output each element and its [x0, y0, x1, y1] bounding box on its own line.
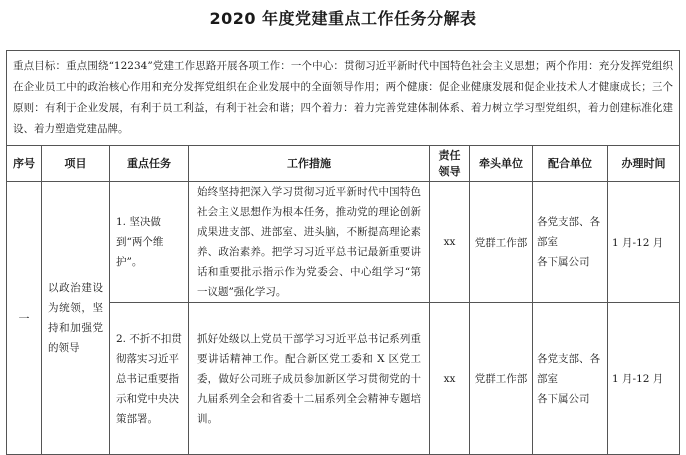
responsible-cell: xx	[430, 182, 470, 303]
responsible-cell: xx	[430, 303, 470, 455]
goal-text: 重点目标：重点围绕“12234”党建工作思路开展各项工作：一个中心：贯彻习近平新时代中国特色社会主义思想；两个作用：充分发挥党组织在企业员工中的政治核心作用和充分发挥党组织在企业发展中的全面领导作用；两个健康：促企业健康发展和促企业技术人才健康成长；三个原则：有利于企业发展，有利于员工利益，有利于社会和谐；四个着力：着力完善党建体制体系、着力树立学习型党组织，着力创建标准化建设、着力塑造党建品牌。	[7, 51, 680, 146]
lead-unit-cell: 党群工作部	[470, 182, 533, 303]
coop-unit-line: 各下属公司	[537, 256, 590, 268]
coop-unit-cell	[533, 182, 608, 303]
coop-unit-line: 各下属公司	[537, 392, 590, 405]
header-coop-unit: 配合单位	[533, 146, 608, 182]
header-item: 项目	[42, 146, 110, 182]
lead-unit-cell: 党群工作部	[470, 303, 533, 455]
table-row	[7, 182, 680, 303]
section-number: 一	[7, 182, 42, 455]
header-task: 重点任务	[110, 146, 189, 182]
header-measure: 工作措施	[189, 146, 430, 182]
measure-cell: 始终坚持把深入学习贯彻习近平新时代中国特色社会主义思想作为根本任务，推动党的理论创新成果进支部、进部室、进头脑，不断提高理论素养、政治素养。把学习习近平总书记最新重要讲话和重要批示指示作为党委会、中心组学习“第一议题”强化学习。	[189, 182, 430, 303]
coop-unit-cell	[533, 303, 608, 455]
goal-row	[7, 51, 680, 146]
task-cell: 1. 坚决做到“两个维护”。	[110, 182, 189, 303]
header-no: 序号	[7, 146, 42, 182]
header-row	[7, 146, 680, 182]
page-title: 2020 年度党建重点工作任务分解表	[209, 9, 477, 28]
time-cell: 1 月-12 月	[608, 303, 680, 455]
header-time: 办理时间	[608, 146, 680, 182]
section-item: 以政治建设为统领，坚持和加强党的领导	[42, 182, 110, 455]
coop-unit-line: 各党支部、各部室	[537, 352, 600, 385]
task-table	[6, 50, 680, 455]
task-cell: 2. 不折不扣贯彻落实习近平总书记重要指示和党中央决策部署。	[110, 303, 189, 455]
header-responsible: 责任领导	[430, 146, 470, 182]
header-lead-unit: 牵头单位	[470, 146, 533, 182]
coop-unit-line: 各党支部、各部室	[537, 216, 600, 248]
time-cell: 1 月-12 月	[608, 182, 680, 303]
measure-cell: 抓好处级以上党员干部学习习近平总书记系列重要讲话精神工作。配合新区党工委和 X 区党工委，做好公司班子成员参加新区学习贯彻党的十九届系列全会和省委十二届系列全会精神专题培训。	[189, 303, 430, 455]
